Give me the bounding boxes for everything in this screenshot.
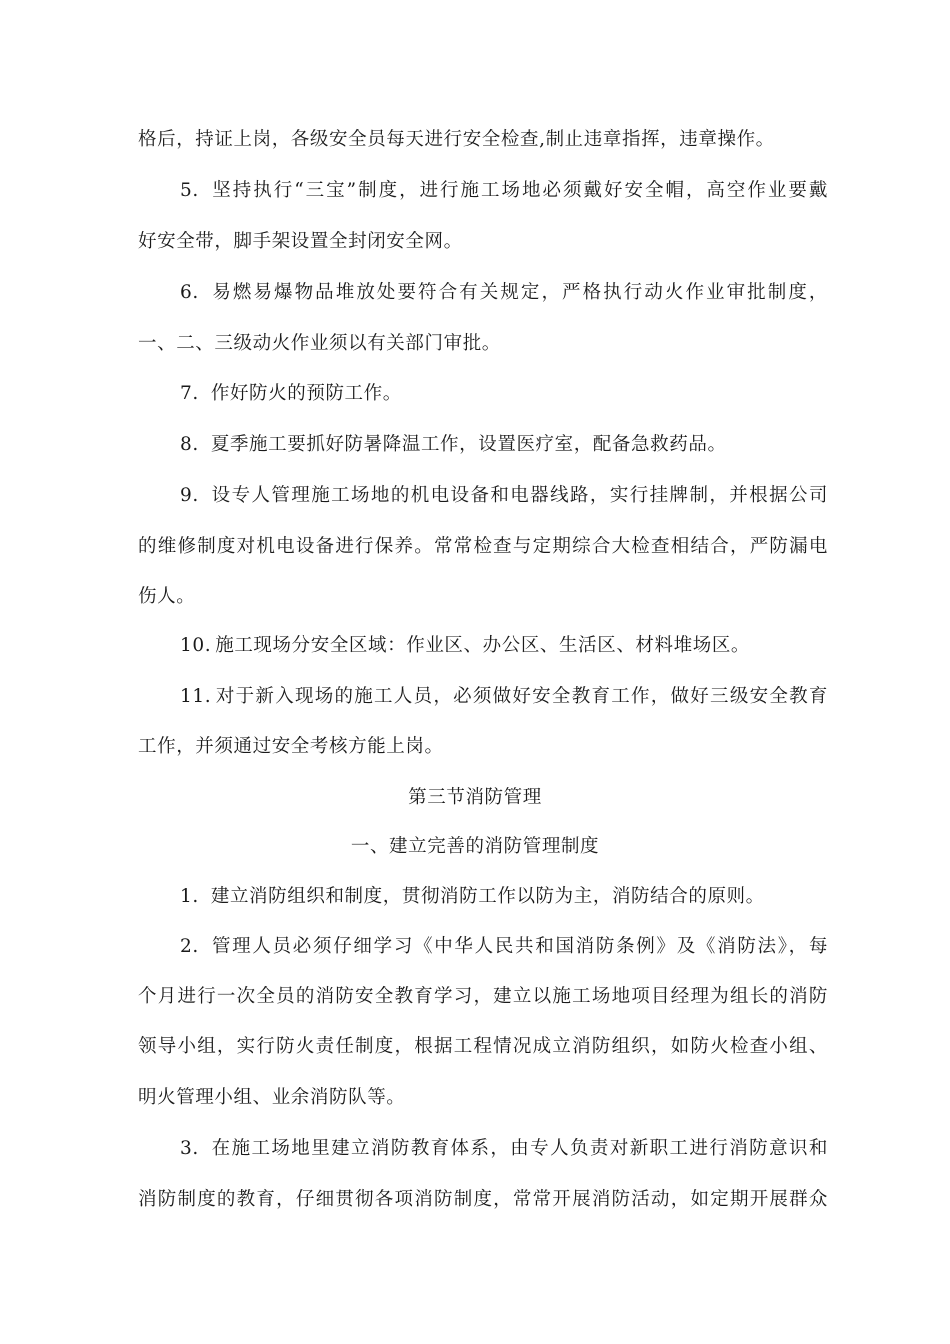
paragraph-line: 一、二、三级动火作业须以有关部门审批。 xyxy=(138,333,501,354)
list-item-7: 7. 作好防火的预防工作。 xyxy=(180,383,402,404)
list-item-8: 8. 夏季施工要抓好防暑降温工作，设置医疗室，配备急救药品。 xyxy=(180,434,727,455)
fire-item-2: 2. 管理人员必须仔细学习《中华人民共和国消防条例》及《消防法》，每 xyxy=(180,936,828,957)
paragraph-line: 明火管理小组、业余消防队等。 xyxy=(138,1087,406,1108)
item-number: 3. xyxy=(180,1138,199,1159)
item-number: 7. xyxy=(180,383,199,404)
paragraph-line: 消防制度的教育，仔细贯彻各项消防制度，常常开展消防活动，如定期开展群众 xyxy=(138,1189,828,1210)
section-title: 第三节消防管理 xyxy=(408,787,542,808)
paragraph-line: 伤人。 xyxy=(138,586,196,607)
item-number: 11. xyxy=(180,686,212,707)
item-number: 1. xyxy=(180,886,199,907)
subsection-title: 一、建立完善的消防管理制度 xyxy=(350,836,600,857)
paragraph-line: 个月进行一次全员的消防安全教育学习，建立以施工场地项目经理为组长的消防 xyxy=(138,986,828,1007)
item-number: 10. xyxy=(180,635,212,656)
list-item-10: 10. 施工现场分安全区域：作业区、办公区、生活区、材料堆场区。 xyxy=(180,635,751,656)
fire-item-1: 1. 建立消防组织和制度，贯彻消防工作以防为主，消防结合的原则。 xyxy=(180,886,765,907)
paragraph-line: 的维修制度对机电设备进行保养。常常检查与定期综合大检查相结合，严防漏电 xyxy=(138,536,828,557)
paragraph-line: 好安全带，脚手架设置全封闭安全网。 xyxy=(138,231,463,252)
list-item-11: 11. 对于新入现场的施工人员，必须做好安全教育工作，做好三级安全教育 xyxy=(180,686,828,707)
item-number: 2. xyxy=(180,936,199,957)
item-number: 5. xyxy=(180,180,199,201)
fire-item-3: 3. 在施工场地里建立消防教育体系，由专人负责对新职工进行消防意识和 xyxy=(180,1138,828,1159)
item-number: 6. xyxy=(180,282,199,303)
item-number: 8. xyxy=(180,434,199,455)
paragraph-line: 工作，并须通过安全考核方能上岗。 xyxy=(138,736,444,757)
list-item-6: 6. 易燃易爆物品堆放处要符合有关规定，严格执行动火作业审批制度， xyxy=(180,282,828,303)
paragraph-line: 领导小组，实行防火责任制度，根据工程情况成立消防组织，如防火检查小组、 xyxy=(138,1036,828,1057)
list-item-5: 5. 坚持执行“三宝”制度，进行施工场地必须戴好安全帽，高空作业要戴 xyxy=(180,180,828,201)
list-item-9: 9. 设专人管理施工场地的机电设备和电器线路，实行挂牌制，并根据公司 xyxy=(180,485,828,506)
paragraph-line: 格后，持证上岗，各级安全员每天进行安全检查,制止违章指挥，违章操作。 xyxy=(138,129,775,150)
item-number: 9. xyxy=(180,485,199,506)
